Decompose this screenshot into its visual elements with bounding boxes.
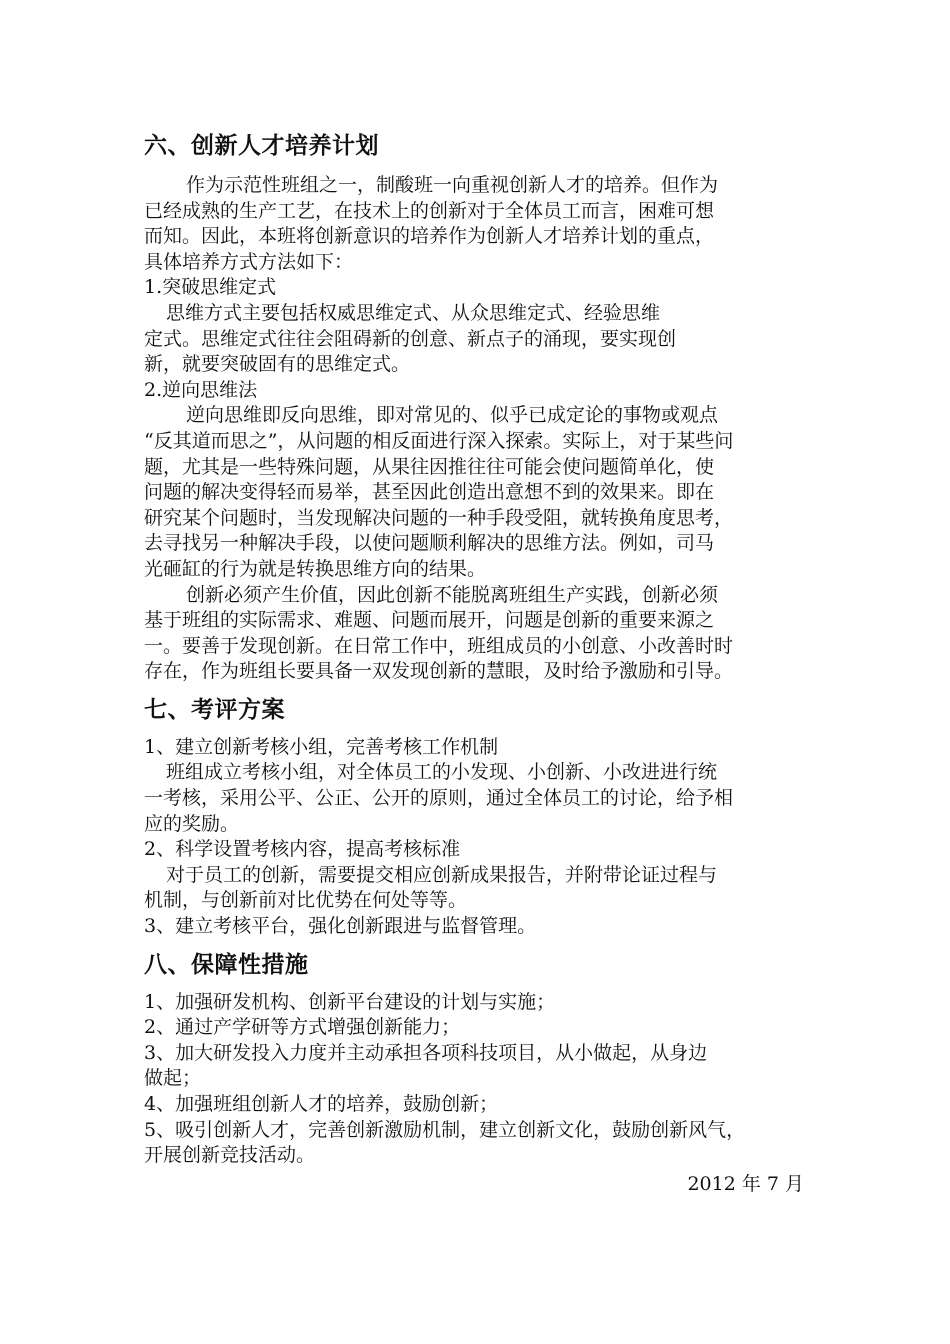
breaking-mindset-paragraph xyxy=(144,301,810,378)
assessment-item-1-paragraph xyxy=(144,760,810,837)
list-item: 做起； xyxy=(144,1067,202,1090)
list-item: 5、吸引创新人才，完善创新激励机制，建立创新文化，鼓励创新风气， xyxy=(144,1118,746,1141)
paragraph-line: 班组成立考核小组，对全体员工的小发现、小创新、小改进进行统 xyxy=(166,761,718,784)
document-page xyxy=(144,131,810,1197)
paragraph-line: 去寻找另一种解决手段，以使问题顺利解决的思维方法。例如，司马 xyxy=(144,532,715,555)
paragraph-line: 机制，与创新前对比优势在何处等等。 xyxy=(144,889,468,912)
paragraph-line: 而知。因此，本班将创新意识的培养作为创新人才培养计划的重点， xyxy=(144,225,715,248)
section-8-heading: 八、保障性措施 xyxy=(144,951,309,978)
paragraph-line: 光砸缸的行为就是转换思维方向的结果。 xyxy=(144,557,487,580)
section-7-heading: 七、考评方案 xyxy=(144,696,285,723)
paragraph-line: 思维方式主要包括权威思维定式、从众思维定式、经验思维 xyxy=(166,301,661,324)
assessment-item-2-paragraph xyxy=(144,863,810,914)
paragraph-line: 问题的解决变得轻而易举，甚至因此创造出意想不到的效果来。即在 xyxy=(144,481,715,504)
subsection-title-reverse-thinking: 2.逆向思维法 xyxy=(144,378,258,401)
list-item: 4、加强班组创新人才的培养，鼓励创新； xyxy=(144,1093,499,1115)
paragraph-line: 存在，作为班组长要具备一双发现创新的慧眼，及时给予激励和引导。 xyxy=(144,660,734,683)
assessment-item-1-title: 1、建立创新考核小组，完善考核工作机制 xyxy=(144,735,499,758)
paragraph-line: 逆向思维即反向思维，即对常见的、似乎已成定论的事物或观点 xyxy=(186,404,719,427)
reverse-thinking-paragraph xyxy=(144,403,810,582)
paragraph-line: 创新必须产生价值，因此创新不能脱离班组生产实践，创新必须 xyxy=(186,583,719,606)
paragraph-line: 定式。思维定式往往会阻碍新的创意、新点子的涌现，要实现创 xyxy=(144,327,677,350)
assessment-item-3-title: 3、建立考核平台，强化创新跟进与监督管理。 xyxy=(144,915,537,938)
paragraph-line: 应的奖励。 xyxy=(144,812,240,835)
paragraph-line: 基于班组的实际需求、难题、问题而展开，问题是创新的重要来源之 xyxy=(144,609,715,632)
innovation-value-paragraph xyxy=(144,583,810,685)
subsection-title-breaking-mindset: 1.突破思维定式 xyxy=(144,276,277,299)
paragraph-line: 研究某个问题时，当发现解决问题的一种手段受阻，就转换角度思考， xyxy=(144,506,734,529)
safeguard-measures-list xyxy=(144,990,810,1169)
list-item: 2、通过产学研等方式增强创新能力； xyxy=(144,1016,461,1039)
paragraph-line: 新，就要突破固有的思维定式。 xyxy=(144,353,411,376)
paragraph-line: 对于员工的创新，需要提交相应创新成果报告，并附带论证过程与 xyxy=(166,863,718,886)
list-item: 开展创新竞技活动。 xyxy=(144,1144,316,1167)
paragraph-line: 已经成熟的生产工艺，在技术上的创新对于全体员工而言，困难可想 xyxy=(144,199,715,222)
paragraph-line: “反其道而思之”，从问题的相反面进行深入探索。实际上，对于某些问 xyxy=(144,429,734,452)
list-item: 1、加强研发机构、创新平台建设的计划与实施； xyxy=(144,990,556,1013)
paragraph-line: 一考核，采用公平、公正、公开的原则，通过全体员工的讨论，给予相 xyxy=(144,787,734,810)
paragraph-line: 具体培养方式方法如下： xyxy=(144,250,354,273)
paragraph-line: 题，尤其是一些特殊问题，从果往因推往往可能会使问题简单化，使 xyxy=(144,455,715,478)
section-6-heading: 六、创新人才培养计划 xyxy=(144,133,379,159)
list-item: 3、加大研发投入力度并主动承担各项科技项目，从小做起，从身边 xyxy=(144,1041,708,1064)
assessment-item-2-title: 2、科学设置考核内容，提高考核标准 xyxy=(144,838,461,861)
section-6-intro-paragraph xyxy=(144,173,810,275)
paragraph-line: 作为示范性班组之一，制酸班一向重视创新人才的培养。但作为 xyxy=(186,174,719,196)
document-date: 2012 年 7 月 xyxy=(687,1172,804,1195)
paragraph-line: 一。要善于发现创新。在日常工作中，班组成员的小创意、小改善时时 xyxy=(144,634,734,657)
